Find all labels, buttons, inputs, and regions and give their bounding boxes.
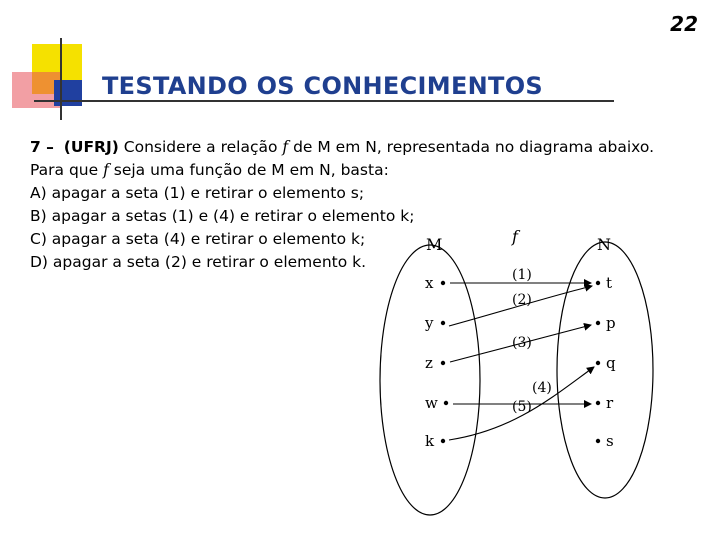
page-title: TESTANDO OS CONHECIMENTOS	[102, 72, 543, 100]
relation-symbol: f	[282, 138, 289, 156]
element-p-dot	[596, 321, 600, 325]
element-z: z	[425, 354, 433, 372]
option-c: C) apagar a seta (4) e retirar o elemento k;	[30, 230, 366, 248]
element-t: t	[606, 274, 613, 292]
element-s: s	[606, 432, 614, 450]
question-stem-part-2: de M em N, representada no diagrama abaixo.	[288, 138, 655, 156]
set-m-label: M	[426, 235, 443, 254]
element-y: y	[425, 314, 434, 332]
set-n-ellipse	[557, 242, 653, 498]
element-y-dot	[441, 321, 445, 325]
element-s-dot	[596, 439, 600, 443]
relation-symbol: f	[103, 161, 109, 179]
question-source: (UFRJ)	[63, 138, 119, 156]
element-q: q	[606, 354, 616, 372]
question-number: 7 –	[30, 138, 54, 156]
arrow-label-5: (5)	[512, 399, 532, 415]
element-k-dot	[441, 439, 445, 443]
relation-label: f	[512, 227, 518, 246]
element-t-dot	[596, 281, 600, 285]
element-q-dot	[596, 361, 600, 365]
element-w: w	[425, 394, 438, 412]
element-r: r	[606, 394, 614, 412]
option-a: A) apagar a seta (1) e retirar o elemento s;	[30, 184, 365, 202]
element-k: k	[425, 432, 435, 450]
question-line-2-part-2: seja uma função de M em N, basta:	[108, 161, 389, 179]
option-b: B) apagar a setas (1) e (4) e retirar o elemento k;	[30, 207, 415, 225]
page-number: 22	[670, 12, 698, 36]
element-x: x	[425, 274, 434, 292]
question-stem-part-1: Considere a relação	[118, 138, 283, 156]
arrow-label-2: (2)	[512, 292, 532, 308]
element-z-dot	[441, 361, 445, 365]
element-x-dot	[441, 281, 445, 285]
arrow-label-3: (3)	[512, 335, 532, 351]
element-r-dot	[596, 401, 600, 405]
element-w-dot	[444, 401, 448, 405]
set-n-label: N	[597, 235, 611, 254]
element-p: p	[606, 314, 616, 332]
arrow-label-4: (4)	[532, 380, 552, 396]
arrow-label-1: (1)	[512, 267, 532, 283]
option-d: D) apagar a seta (2) e retirar o elemento k.	[30, 253, 367, 271]
question-line-2-part-1: Para que	[30, 161, 104, 179]
